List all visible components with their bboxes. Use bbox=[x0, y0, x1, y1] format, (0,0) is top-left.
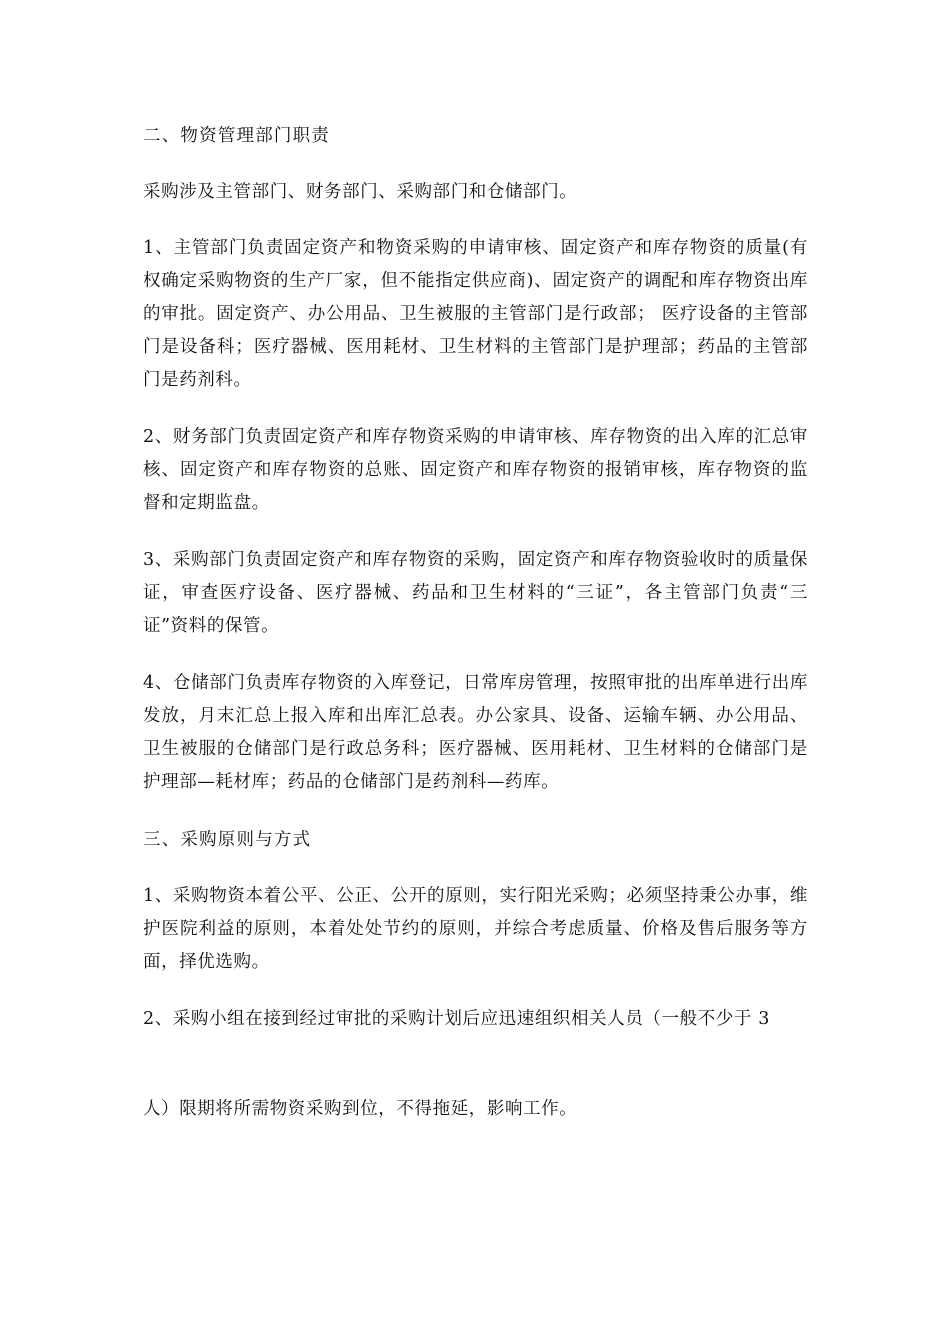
paragraph-principle-1: 1、采购物资本着公平、公正、公开的原则，实行阳光采购；必须坚持秉公办事，维护医院利益的原则，本着处处节约的原则，并综合考虑质量、价格及售后服务等方面，择优选购。 bbox=[143, 886, 808, 972]
section-heading-purchase-principles: 三、采购原则与方式 bbox=[143, 830, 312, 850]
paragraph-departments-intro: 采购涉及主管部门、财务部门、采购部门和仓储部门。 bbox=[143, 182, 578, 202]
paragraph-department-duty-1: 1、主管部门负责固定资产和物资采购的申请审核、固定资产和库存物资的质量(有权确定采购物资的生产厂家，但不能指定供应商)、固定资产的调配和库存物资出库的审批。固定资产、办公用品、卫生被服的主管部门是行政部； 医疗设备的主管部门是设备科；医疗器械、医用耗材、卫生材料的主管部门是护理部；药品的主管部门是药剂科。 bbox=[143, 238, 808, 390]
paragraph-department-duty-2: 2、财务部门负责固定资产和库存物资采购的申请审核、库存物资的出入库的汇总审核、固定资产和库存物资的总账、固定资产和库存物资的报销审核，库存物资的监督和定期监盘。 bbox=[143, 427, 808, 513]
paragraph-principle-2-part1: 2、采购小组在接到经过审批的采购计划后应迅速组织相关人员（一般不少于 3 bbox=[143, 1009, 770, 1029]
section-heading-material-management: 二、物资管理部门职责 bbox=[143, 126, 330, 146]
paragraph-department-duty-3: 3、采购部门负责固定资产和库存物资的采购，固定资产和库存物资验收时的质量保证，审查医疗设备、医疗器械、药品和卫生材料的“三证”，各主管部门负责“三证”资料的保管。 bbox=[143, 550, 808, 636]
paragraph-principle-2-part2: 人）限期将所需物资采购到位，不得拖延，影响工作。 bbox=[143, 1099, 578, 1119]
paragraph-department-duty-4: 4、仓储部门负责库存物资的入库登记，日常库房管理，按照审批的出库单进行出库发放，月末汇总上报入库和出库汇总表。办公家具、设备、运输车辆、办公用品、卫生被服的仓储部门是行政总务科；医疗器械、医用耗材、卫生材料的仓储部门是护理部—耗材库；药品的仓储部门是药剂科—药库。 bbox=[143, 673, 808, 792]
